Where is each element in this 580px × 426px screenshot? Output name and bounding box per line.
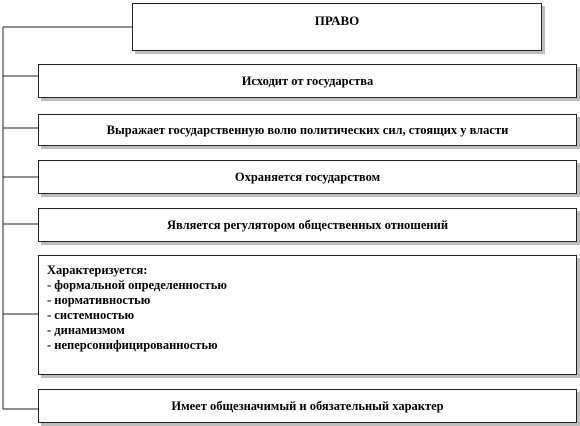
characteristic-item: - нормативностью (47, 293, 151, 307)
item-text: Охраняется государством (234, 169, 381, 184)
characteristics-heading: Характеризуется: (47, 263, 148, 277)
characteristic-item: - формальной определенностью (47, 278, 227, 292)
item-box-regulator (38, 208, 577, 242)
characteristic-item: - системностью (47, 308, 135, 322)
root-title: ПРАВО (314, 13, 360, 28)
characteristics-box (38, 255, 577, 375)
item-box-binding-character (38, 389, 577, 423)
item-box-state-origin (38, 64, 577, 98)
item-text: Выражает государственную волю политических сил, стоящих у власти (106, 122, 509, 137)
item-box-state-protection (38, 160, 577, 194)
characteristic-item: - неперсонифицированностью (47, 338, 218, 352)
characteristic-item: - динамизмом (47, 323, 125, 337)
root-box (132, 3, 542, 51)
item-text: Является регулятором общественных отношений (166, 217, 449, 232)
item-text: Исходит от государства (241, 73, 374, 88)
item-text: Имеет общезначимый и обязательный характер (171, 398, 444, 413)
item-box-political-will (38, 114, 577, 146)
